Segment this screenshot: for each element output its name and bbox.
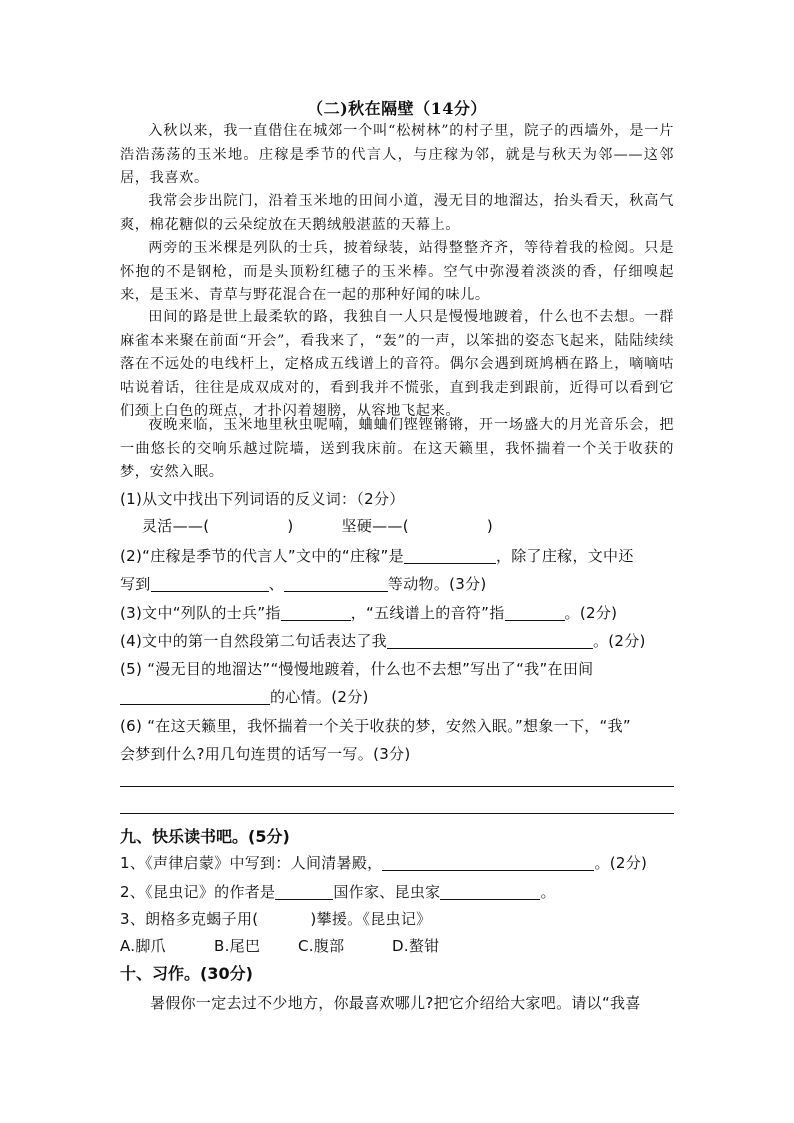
passage-paragraph-1: 入秋以来，我一直借住在城郊一个叫“松树林”的村子里，院子的西墙外，是一片浩浩荡荡的玉米地。庄稼是季节的代言人，与庄稼为邻，就是与秋天为邻——这邻居，我喜欢。	[120, 123, 674, 186]
answer-blank[interactable]	[120, 686, 270, 705]
question-6-line-2: 会梦到什么?用几句连贯的话写一写。(3分)	[120, 745, 411, 763]
writing-prompt: 暑假你一定去过不少地方，你最喜欢哪儿?把它介绍给大家吧。请以“我喜	[150, 994, 641, 1012]
answer-line[interactable]	[120, 786, 674, 787]
question-5-line-1: (5) “漫无目的地溜达”“慢慢地踱着，什么也不去想”写出了“我”在田间	[120, 660, 594, 678]
section-9-heading: 九、快乐读书吧。(5分)	[120, 827, 290, 846]
answer-blank[interactable]	[382, 852, 594, 871]
section-9-options	[120, 934, 680, 958]
option-a[interactable]: A.脚爪	[120, 937, 166, 955]
reading-title: （二)秋在隔壁（14分）	[307, 99, 487, 118]
answer-blank[interactable]	[387, 630, 593, 649]
section-9-item-2: 2、《昆虫记》的作者是 国作家、昆虫家 。	[120, 883, 556, 901]
question-2-line-2: 写到 、 等动物。(3分)	[120, 575, 487, 593]
passage-paragraph-2: 我常会步出院门，沿着玉米地的田间小道，漫无目的地溜达，抬头看天，秋高气爽，棉花糖似的云朵绽放在天鹅绒般湛蓝的天幕上。	[120, 193, 674, 233]
section-9-item-1: 1、《声律启蒙》中写到：人间清暑殿， 。(2分)	[120, 854, 648, 872]
section-10-heading: 十、习作。(30分)	[120, 964, 253, 983]
question-1: (1)从文中找出下列词语的反义词：（2分）	[120, 490, 405, 508]
answer-blank[interactable]	[284, 573, 388, 592]
question-4: (4)文中的第一自然段第二句话表达了我 。(2分)	[120, 632, 646, 650]
answer-line[interactable]	[120, 813, 674, 814]
question-3: (3)文中“列队的士兵”指 ，“五线谱上的音符”指 。(2分)	[120, 604, 618, 622]
answer-blank[interactable]	[281, 602, 351, 621]
question-2-line-1: (2)“庄稼是季节的代言人”文中的“庄稼”是 ，除了庄稼，文中还	[120, 547, 634, 565]
option-d[interactable]: D.螯钳	[392, 937, 440, 955]
answer-blank[interactable]	[275, 881, 333, 900]
answer-blank[interactable]	[440, 881, 540, 900]
passage-paragraph-3: 两旁的玉米棵是列队的士兵，披着绿装，站得整整齐齐，等待着我的检阅。只是怀抱的不是钢枪，而是头顶粉红穗子的玉米棒。空气中弥漫着淡淡的香，仔细嗅起来，是玉米、青草与野花混合在一起的那种好闻的味儿。	[120, 240, 674, 303]
passage-paragraph-5: 夜晚来临，玉米地里秋虫呢喃，蛐蛐们铿铿锵锵，开一场盛大的月光音乐会，把一曲悠长的交响乐越过院墙，送到我床前。在这天籁里，我怀揣着一个关于收获的梦，安然入眠。	[120, 417, 674, 480]
question-1-answers: 灵活——( ) 坚硬——( )	[142, 517, 494, 535]
option-b[interactable]: B.尾巴	[214, 937, 261, 955]
answer-blank[interactable]	[151, 573, 269, 592]
passage-paragraph-4: 田间的路是世上最柔软的路，我独自一人只是慢慢地踱着，什么也不去想。一群麻雀本来聚在前面“开会”，看我来了，“轰”的一声，以笨拙的姿态飞起来，陆陆续续落在不远处的电线杆上，定格成五线谱上的音符。偶尔会遇到斑鸠栖在路上，嘀嘀咕咕说着话，往往是成双成对的，看到我并不慌张，直到我走到跟前，近得可以看到它们颈上白色的斑点，才扑闪着翅膀，从容地飞起来。	[120, 309, 674, 419]
section-9-item-3: 3、朗格多克蝎子用( )攀援。《昆虫记》	[120, 910, 432, 928]
option-c[interactable]: C.腹部	[298, 937, 345, 955]
answer-blank[interactable]	[505, 602, 565, 621]
question-5-line-2: 的心情。(2分)	[120, 685, 680, 709]
answer-blank[interactable]	[404, 545, 496, 564]
question-6-line-1: (6) “在这天籁里，我怀揣着一个关于收获的梦，安然入眠。”想象一下，“我”	[120, 717, 632, 735]
